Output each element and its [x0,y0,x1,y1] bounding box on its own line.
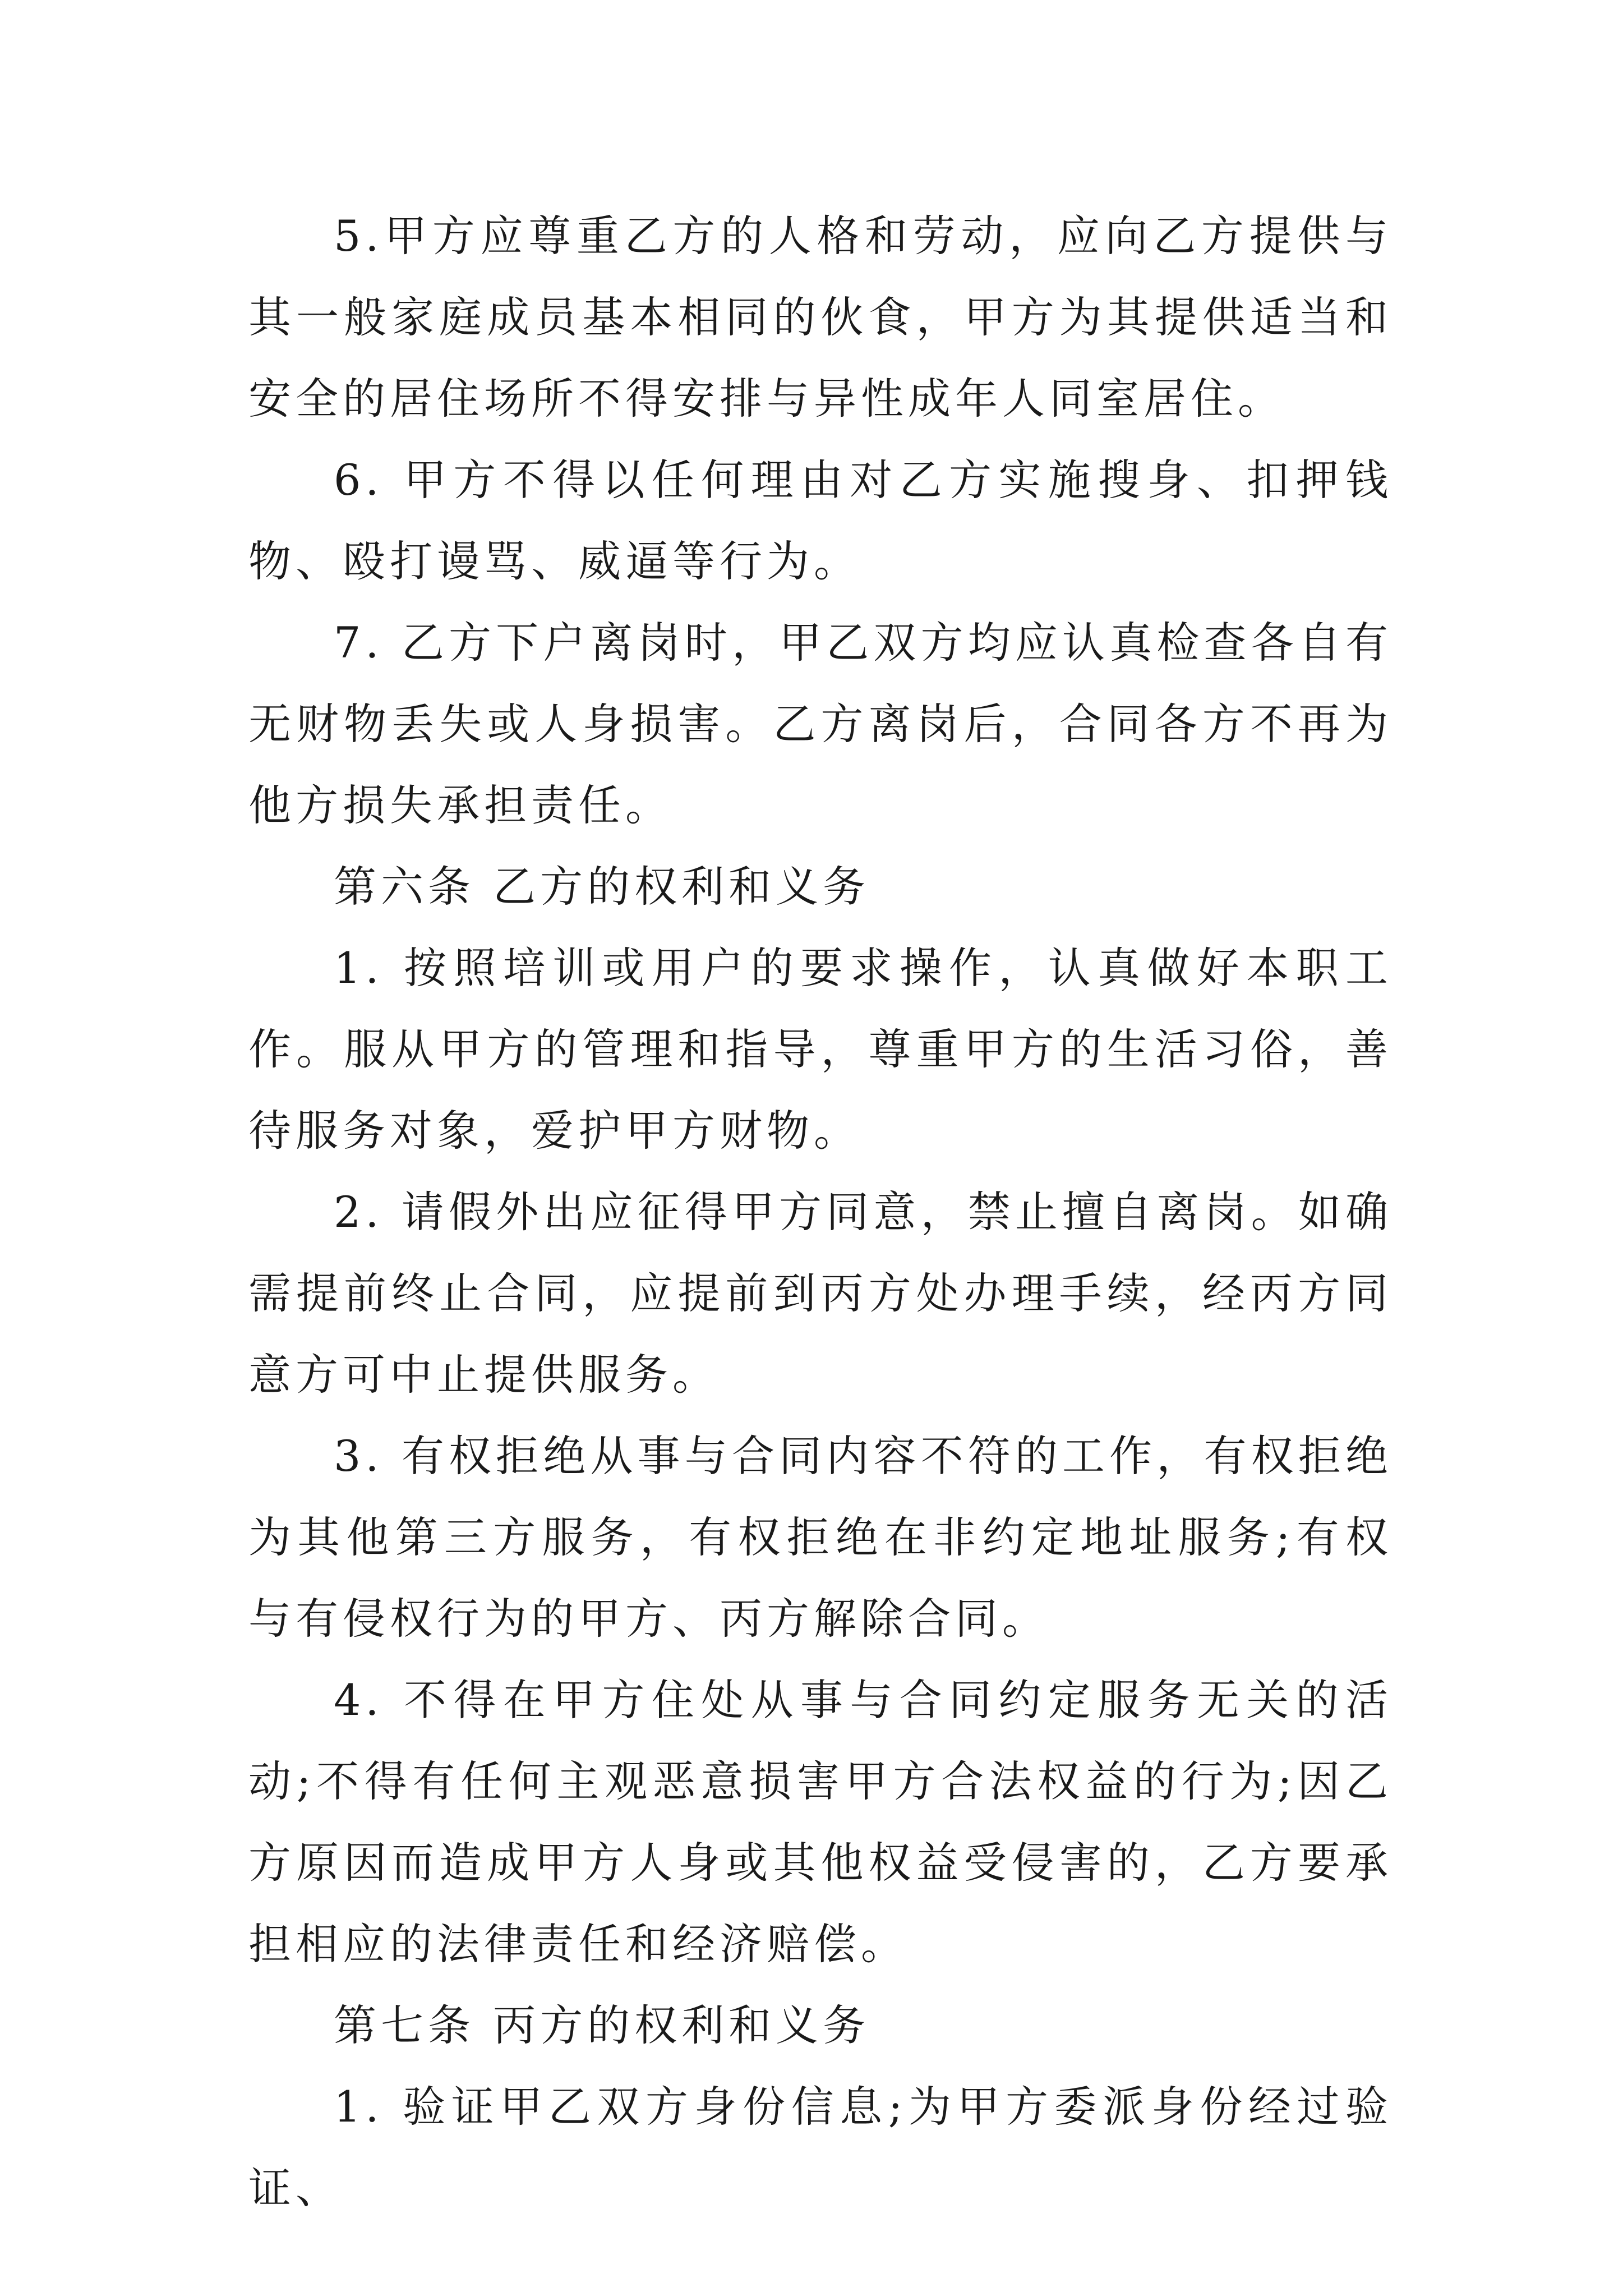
document-body [248,195,1393,2229]
article-7-heading: 第七条 丙方的权利和义务 [334,2000,870,2050]
article-6-heading: 第六条 乙方的权利和义务 [334,862,870,912]
paragraph-no-search-or-abuse: 6. 甲方不得以任何理由对乙方实施搜身、扣押钱物、殴打谩骂、威逼等行为。 [248,455,1393,586]
paragraph-follow-training: 1. 按照培训或用户的要求操作，认真做好本职工作。服从甲方的管理和指导，尊重甲方的生活习俗，善待服务对象，爱护甲方财物。 [248,943,1393,1156]
paragraph-verify-identity: 1. 验证甲乙双方身份信息;为甲方委派身份经过验证、 [248,2082,1393,2213]
paragraph-right-to-refuse: 3. 有权拒绝从事与合同内容不符的工作，有权拒绝为其他第三方服务，有权拒绝在非约定地址服务;有权与有侵权行为的甲方、丙方解除合同。 [248,1431,1393,1644]
paragraph-leave-approval: 2. 请假外出应征得甲方同意，禁止擅自离岗。如确需提前终止合同，应提前到丙方处办理手续，经丙方同意方可中止提供服务。 [248,1187,1393,1400]
paragraph-no-unrelated-activity: 4. 不得在甲方住处从事与合同约定服务无关的活动;不得有任何主观恶意损害甲方合法权益的行为;因乙方原因而造成甲方人身或其他权益受侵害的，乙方要承担相应的法律责任和经济赔偿。 [248,1675,1393,1969]
paragraph-employer-respect-duty: 5.甲方应尊重乙方的人格和劳动，应向乙方提供与其一般家庭成员基本相同的伙食，甲方为其提供适当和安全的居住场所不得安排与异性成年人同室居住。 [248,211,1393,424]
paragraph-departure-inspection: 7. 乙方下户离岗时，甲乙双方均应认真检查各自有无财物丢失或人身损害。乙方离岗后，合同各方不再为他方损失承担责任。 [248,618,1393,830]
